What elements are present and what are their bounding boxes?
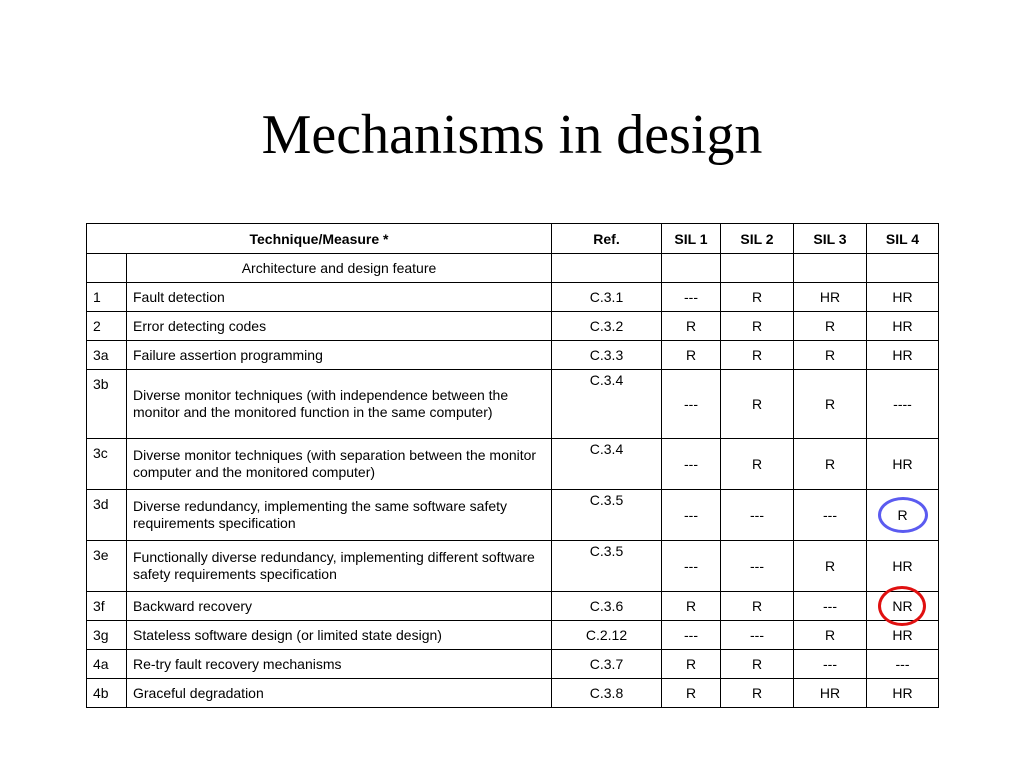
row-id: 2 bbox=[87, 312, 127, 341]
row-sil3: --- bbox=[794, 650, 867, 679]
row-sil3: R bbox=[794, 439, 867, 490]
sil-table bbox=[86, 223, 939, 708]
row-technique: Backward recovery bbox=[127, 592, 552, 621]
row-ref: C.3.4 bbox=[552, 439, 662, 490]
row-sil2: R bbox=[721, 341, 794, 370]
table-row bbox=[87, 312, 939, 341]
empty-cell bbox=[721, 254, 794, 283]
row-sil4: HR bbox=[867, 439, 939, 490]
row-technique: Stateless software design (or limited state design) bbox=[127, 621, 552, 650]
row-sil1: R bbox=[662, 312, 721, 341]
row-sil4: ---- bbox=[867, 370, 939, 439]
row-sil3: --- bbox=[794, 490, 867, 541]
row-technique: Diverse redundancy, implementing the same software safety requirements specification bbox=[127, 490, 552, 541]
header-sil4: SIL 4 bbox=[867, 224, 939, 254]
row-sil4: HR bbox=[867, 541, 939, 592]
table-row bbox=[87, 439, 939, 490]
row-ref: C.3.2 bbox=[552, 312, 662, 341]
row-sil4: R bbox=[897, 507, 908, 523]
table-row bbox=[87, 592, 939, 621]
row-sil2: R bbox=[721, 679, 794, 708]
row-sil4: HR bbox=[867, 312, 939, 341]
row-id: 3a bbox=[87, 341, 127, 370]
row-sil4: --- bbox=[867, 650, 939, 679]
row-sil1: R bbox=[662, 679, 721, 708]
row-sil3: R bbox=[794, 370, 867, 439]
row-sil1: --- bbox=[662, 541, 721, 592]
row-sil3: R bbox=[794, 541, 867, 592]
row-ref: C.3.1 bbox=[552, 283, 662, 312]
row-id: 3b bbox=[87, 370, 127, 439]
row-ref: C.3.5 bbox=[552, 541, 662, 592]
row-sil2: R bbox=[721, 439, 794, 490]
slide-title: Mechanisms in design bbox=[261, 104, 763, 166]
table-row bbox=[87, 490, 939, 541]
empty-cell bbox=[662, 254, 721, 283]
row-ref: C.2.12 bbox=[552, 621, 662, 650]
row-id: 3g bbox=[87, 621, 127, 650]
table-subheader-row bbox=[87, 254, 939, 283]
table-row bbox=[87, 283, 939, 312]
row-sil2: R bbox=[721, 370, 794, 439]
row-sil3: R bbox=[794, 312, 867, 341]
empty-cell bbox=[794, 254, 867, 283]
row-technique: Diverse monitor techniques (with separation between the monitor computer and the monitored computer) bbox=[127, 439, 552, 490]
table-container bbox=[86, 223, 939, 708]
row-sil2: R bbox=[721, 592, 794, 621]
header-sil3: SIL 3 bbox=[794, 224, 867, 254]
row-ref: C.3.7 bbox=[552, 650, 662, 679]
row-technique: Fault detection bbox=[127, 283, 552, 312]
row-sil2: --- bbox=[721, 621, 794, 650]
row-sil1: --- bbox=[662, 621, 721, 650]
row-sil4: HR bbox=[867, 341, 939, 370]
row-ref: C.3.6 bbox=[552, 592, 662, 621]
row-sil2: R bbox=[721, 283, 794, 312]
row-technique: Functionally diverse redundancy, implementing different software safety requirements specification bbox=[127, 541, 552, 592]
row-sil3: R bbox=[794, 341, 867, 370]
row-id: 4b bbox=[87, 679, 127, 708]
row-sil4-highlighted bbox=[867, 592, 939, 621]
row-sil4: HR bbox=[867, 621, 939, 650]
row-ref: C.3.3 bbox=[552, 341, 662, 370]
row-id: 3c bbox=[87, 439, 127, 490]
row-id: 3f bbox=[87, 592, 127, 621]
row-sil4: NR bbox=[892, 598, 913, 614]
header-ref: Ref. bbox=[552, 224, 662, 254]
row-sil1: --- bbox=[662, 439, 721, 490]
table-row bbox=[87, 621, 939, 650]
table-row bbox=[87, 650, 939, 679]
table-row bbox=[87, 370, 939, 439]
row-sil1: R bbox=[662, 592, 721, 621]
row-sil1: --- bbox=[662, 370, 721, 439]
row-technique: Diverse monitor techniques (with independence between the monitor and the monitored function in the same computer) bbox=[127, 370, 552, 439]
row-sil1: --- bbox=[662, 283, 721, 312]
table-row bbox=[87, 541, 939, 592]
row-sil3: HR bbox=[794, 679, 867, 708]
empty-cell bbox=[867, 254, 939, 283]
row-sil3: HR bbox=[794, 283, 867, 312]
row-ref: C.3.8 bbox=[552, 679, 662, 708]
row-sil4-highlighted bbox=[867, 490, 939, 541]
highlighted-value bbox=[897, 507, 907, 523]
subheader-label: Architecture and design feature bbox=[127, 254, 552, 283]
table-row bbox=[87, 679, 939, 708]
row-sil3: --- bbox=[794, 592, 867, 621]
header-sil1: SIL 1 bbox=[662, 224, 721, 254]
table-row bbox=[87, 341, 939, 370]
row-sil2: --- bbox=[721, 490, 794, 541]
row-id: 4a bbox=[87, 650, 127, 679]
row-sil3: R bbox=[794, 621, 867, 650]
header-technique: Technique/Measure * bbox=[87, 224, 552, 254]
row-technique: Re-try fault recovery mechanisms bbox=[127, 650, 552, 679]
empty-cell bbox=[552, 254, 662, 283]
empty-cell bbox=[87, 254, 127, 283]
row-id: 3e bbox=[87, 541, 127, 592]
table-header-row bbox=[87, 224, 939, 254]
row-id: 3d bbox=[87, 490, 127, 541]
row-id: 1 bbox=[87, 283, 127, 312]
row-sil2: R bbox=[721, 650, 794, 679]
row-sil2: --- bbox=[721, 541, 794, 592]
row-technique: Failure assertion programming bbox=[127, 341, 552, 370]
row-ref: C.3.4 bbox=[552, 370, 662, 439]
row-sil2: R bbox=[721, 312, 794, 341]
row-ref: C.3.5 bbox=[552, 490, 662, 541]
row-sil4: HR bbox=[867, 283, 939, 312]
header-sil2: SIL 2 bbox=[721, 224, 794, 254]
row-sil4: HR bbox=[867, 679, 939, 708]
row-technique: Error detecting codes bbox=[127, 312, 552, 341]
highlighted-value bbox=[892, 598, 912, 614]
row-sil1: R bbox=[662, 650, 721, 679]
row-sil1: R bbox=[662, 341, 721, 370]
row-sil1: --- bbox=[662, 490, 721, 541]
blue-highlight-circle bbox=[878, 497, 928, 533]
row-technique: Graceful degradation bbox=[127, 679, 552, 708]
